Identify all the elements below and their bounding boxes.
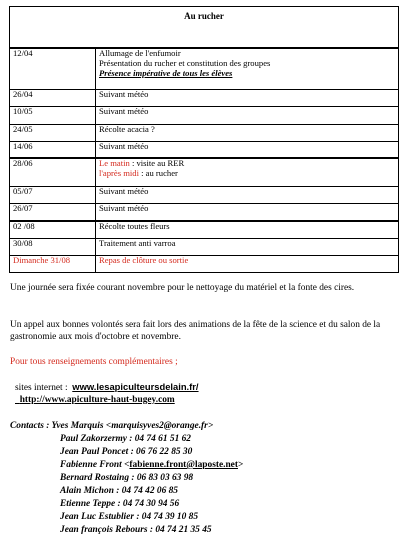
row-date: 26/07 <box>10 204 96 221</box>
contact-detail: : 04 74 21 35 45 <box>149 525 212 535</box>
row-activity: Suivant météo <box>96 204 399 221</box>
activity-line: Allumage de l'enfumoir <box>99 48 181 59</box>
table-row <box>10 141 399 158</box>
contact-name: Jean françois Rebours <box>60 525 148 535</box>
contact-line <box>60 433 191 445</box>
row-activity: Suivant météo <box>96 187 399 204</box>
contact-name: Jean Luc Estublier <box>60 512 134 522</box>
afternoon-label: l'après midi <box>99 167 139 178</box>
site2-line <box>15 394 175 406</box>
row-date: 10/05 <box>10 107 96 124</box>
table-row <box>10 48 399 89</box>
contact-line <box>60 498 179 510</box>
table-row <box>10 221 399 238</box>
morning-label: Le matin <box>99 158 130 169</box>
row-date: 26/04 <box>10 90 96 107</box>
row-date: 02 /08 <box>10 221 96 238</box>
volunteers-paragraph: Un appel aux bonnes volontés sera fait lors des animations de la fête de la science et du salon de la gastronomie aux mois d'octobre et novembre. <box>10 320 381 343</box>
schedule-table <box>9 6 399 273</box>
contact-name: Yves Marquis <box>51 421 104 431</box>
contact-line <box>10 420 213 432</box>
site-link-apiculteurs[interactable]: www.lesapiculteursdelain.fr/ <box>72 381 199 392</box>
table-row <box>10 107 399 124</box>
table-row <box>10 255 399 272</box>
contact-line <box>60 485 178 497</box>
schedule-title: Au rucher <box>10 7 399 49</box>
row-activity: Suivant météo <box>96 107 399 124</box>
contact-name: Bernard Rostaing <box>60 473 130 483</box>
sites-line <box>15 381 199 394</box>
contact-name: Fabienne Front <box>60 460 122 470</box>
contact-detail: : 04 74 42 06 85 <box>116 486 178 496</box>
row-activity: Traitement anti varroa <box>96 238 399 255</box>
info-heading: Pour tous renseignements complémentaires ; <box>10 357 178 367</box>
email-bracket-open: < <box>124 460 130 470</box>
email-bracket-close: > <box>237 460 244 470</box>
contact-line <box>60 511 198 523</box>
table-row <box>10 187 399 204</box>
site-link-haut-bugey[interactable]: http://www.apiculture-haut-bugey.com <box>19 395 175 405</box>
contact-line <box>60 459 243 471</box>
row-activity <box>96 158 399 186</box>
contact-detail: : 06 76 22 85 30 <box>130 447 193 457</box>
contact-name: Jean Paul Poncet <box>60 447 129 457</box>
row-activity: Récolte toutes fleurs <box>96 221 399 238</box>
sites-label: sites internet : <box>15 383 68 393</box>
contact-email-link[interactable]: fabienne.front@laposte.net <box>129 460 238 470</box>
activity-emphasis: Présence impérative de tous les élèves <box>99 67 233 78</box>
contact-detail: <marquisyves2@orange.fr> <box>105 421 214 431</box>
row-date: 12/04 <box>10 48 96 89</box>
row-activity: Récolte acacia ? <box>96 124 399 141</box>
row-activity <box>96 48 399 89</box>
row-date: 28/06 <box>10 158 96 186</box>
table-row <box>10 124 399 141</box>
table-row <box>10 238 399 255</box>
contact-detail: : 04 74 39 10 85 <box>136 512 199 522</box>
row-date: Dimanche 31/08 <box>10 255 96 272</box>
row-date: 14/06 <box>10 141 96 158</box>
row-date: 05/07 <box>10 187 96 204</box>
contact-name: Paul Zakorzermy <box>60 434 127 444</box>
contact-detail: : 04 74 61 51 62 <box>129 434 191 444</box>
contact-line <box>60 472 193 484</box>
contact-name: Etienne Teppe <box>60 499 116 509</box>
table-row <box>10 204 399 221</box>
table-row <box>10 158 399 186</box>
cleaning-paragraph: Une journée sera fixée courant novembre pour le nettoyage du matériel et la fonte des cires. <box>10 283 355 293</box>
morning-text: : visite au RER <box>131 158 185 169</box>
contact-detail: : 06 83 03 63 98 <box>131 473 194 483</box>
row-activity: Suivant météo <box>96 90 399 107</box>
row-activity: Suivant météo <box>96 141 399 158</box>
row-date: 24/05 <box>10 124 96 141</box>
contact-line <box>60 446 192 458</box>
afternoon-text: : au rucher <box>141 167 178 178</box>
activity-line: Présentation du rucher et constitution des groupes <box>99 57 271 68</box>
table-row <box>10 90 399 107</box>
contact-name: Alain Michon <box>60 486 114 496</box>
row-date: 30/08 <box>10 238 96 255</box>
contact-line <box>60 524 212 536</box>
contact-detail: : 04 74 30 94 56 <box>117 499 180 509</box>
row-activity: Repas de clôture ou sortie <box>96 255 399 272</box>
contacts-label: Contacts : <box>10 421 50 431</box>
